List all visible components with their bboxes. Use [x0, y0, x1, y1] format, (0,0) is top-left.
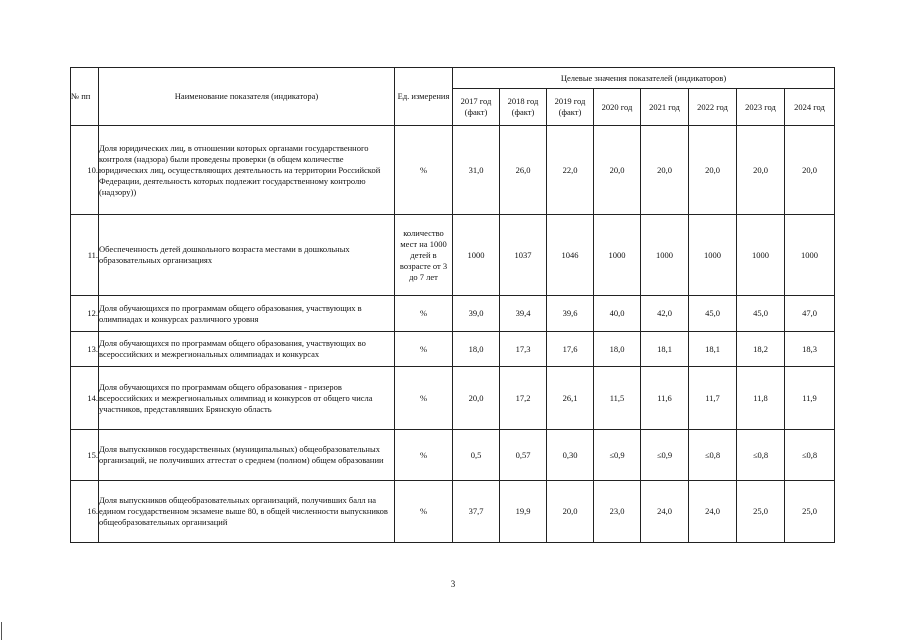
indicator-value: 45,0: [689, 296, 737, 332]
indicator-unit: %: [395, 367, 453, 430]
indicator-value: 24,0: [689, 481, 737, 543]
indicator-value: 47,0: [785, 296, 835, 332]
table-row: [71, 215, 835, 296]
indicator-value: 1000: [641, 215, 689, 296]
row-number: 12.: [71, 296, 99, 332]
column-header-year: 2023 год: [737, 89, 785, 126]
indicator-value: 1000: [594, 215, 641, 296]
indicator-value: 20,0: [547, 481, 594, 543]
indicator-value: 20,0: [594, 126, 641, 215]
indicator-value: 11,7: [689, 367, 737, 430]
indicator-name: Доля выпускников государственных (муниципальных) общеобразовательных организаций, не получивших аттестат о среднем (полном) общем образовании: [99, 430, 395, 481]
column-header-year: 2019 год (факт): [547, 89, 594, 126]
table-body: [71, 126, 835, 543]
row-number: 11.: [71, 215, 99, 296]
indicator-value: 11,6: [641, 367, 689, 430]
indicator-value: ≤0,8: [785, 430, 835, 481]
indicator-name: Доля обучающихся по программам общего образования - призеров всероссийских и межрегиональных олимпиад и конкурсов от общего числа участников, представлявших Брянскую область: [99, 367, 395, 430]
indicator-value: 40,0: [594, 296, 641, 332]
indicator-value: 17,3: [500, 332, 547, 367]
row-number: 15.: [71, 430, 99, 481]
table-row: [71, 126, 835, 215]
indicator-unit: количество мест на 1000 детей в возрасте от 3 до 7 лет: [395, 215, 453, 296]
indicator-value: 11,8: [737, 367, 785, 430]
column-header-year: 2017 год (факт): [453, 89, 500, 126]
column-header-year: 2022 год: [689, 89, 737, 126]
indicator-name: Доля обучающихся по программам общего образования, участвующих в олимпиадах и конкурсах различного уровня: [99, 296, 395, 332]
indicator-value: 20,0: [641, 126, 689, 215]
indicators-table: [70, 67, 835, 543]
indicator-value: 22,0: [547, 126, 594, 215]
indicator-name: Обеспеченность детей дошкольного возраста местами в дошкольных образовательных организациях: [99, 215, 395, 296]
indicator-value: ≤0,9: [641, 430, 689, 481]
row-number: 10.: [71, 126, 99, 215]
column-header-num: № пп: [71, 68, 99, 126]
column-header-year: 2024 год: [785, 89, 835, 126]
scan-edge-mark: [1, 622, 2, 640]
indicator-unit: %: [395, 481, 453, 543]
indicator-value: 1000: [737, 215, 785, 296]
indicator-name: Доля юридических лиц, в отношении которых органами государственного контроля (надзора) были проведены проверки (в общем количестве юридических лиц, осуществляющих деятельность на территории Российской Федерации, деятельность которых подлежит государственному контролю (надзору)): [99, 126, 395, 215]
table-row: [71, 481, 835, 543]
indicator-value: 18,1: [641, 332, 689, 367]
indicator-value: 11,5: [594, 367, 641, 430]
indicator-value: 39,0: [453, 296, 500, 332]
column-header-name: Наименование показателя (индикатора): [99, 68, 395, 126]
indicator-unit: %: [395, 126, 453, 215]
column-header-year: 2020 год: [594, 89, 641, 126]
indicator-value: 18,3: [785, 332, 835, 367]
column-header-target-values: Целевые значения показателей (индикаторов): [453, 68, 835, 89]
indicator-unit: %: [395, 296, 453, 332]
indicator-name: Доля выпускников общеобразовательных организаций, получивших балл на едином государственном экзамене выше 80, в общей численности выпускников общеобразовательных организаций: [99, 481, 395, 543]
indicator-value: 1000: [453, 215, 500, 296]
indicator-value: 20,0: [453, 367, 500, 430]
indicator-value: 42,0: [641, 296, 689, 332]
indicator-value: 24,0: [641, 481, 689, 543]
indicator-value: 20,0: [737, 126, 785, 215]
indicator-value: 20,0: [785, 126, 835, 215]
column-header-year: 2021 год: [641, 89, 689, 126]
indicator-value: ≤0,9: [594, 430, 641, 481]
indicator-value: 18,1: [689, 332, 737, 367]
indicator-value: 26,1: [547, 367, 594, 430]
indicator-value: 1000: [785, 215, 835, 296]
table-row: [71, 367, 835, 430]
indicator-value: 1046: [547, 215, 594, 296]
header-row: [71, 68, 835, 89]
indicator-value: 26,0: [500, 126, 547, 215]
indicator-value: 31,0: [453, 126, 500, 215]
indicator-unit: %: [395, 430, 453, 481]
indicator-name: Доля обучающихся по программам общего образования, участвующих во всероссийских и межрегиональных олимпиадах и конкурсах: [99, 332, 395, 367]
indicator-value: 17,2: [500, 367, 547, 430]
indicator-value: 25,0: [785, 481, 835, 543]
indicator-value: 1000: [689, 215, 737, 296]
table-row: [71, 332, 835, 367]
indicator-value: 25,0: [737, 481, 785, 543]
indicator-value: 17,6: [547, 332, 594, 367]
indicator-value: 23,0: [594, 481, 641, 543]
column-header-unit: Ед. измерения: [395, 68, 453, 126]
indicator-value: 37,7: [453, 481, 500, 543]
row-number: 14.: [71, 367, 99, 430]
page-number: 3: [450, 579, 456, 589]
indicator-value: 0,30: [547, 430, 594, 481]
indicator-value: 18,0: [594, 332, 641, 367]
table-row: [71, 296, 835, 332]
indicator-value: 11,9: [785, 367, 835, 430]
indicator-value: ≤0,8: [737, 430, 785, 481]
table-row: [71, 430, 835, 481]
indicator-value: 39,4: [500, 296, 547, 332]
row-number: 13.: [71, 332, 99, 367]
indicator-value: 0,57: [500, 430, 547, 481]
indicator-unit: %: [395, 332, 453, 367]
indicator-value: 45,0: [737, 296, 785, 332]
indicator-value: 18,0: [453, 332, 500, 367]
column-header-year: 2018 год (факт): [500, 89, 547, 126]
indicator-value: ≤0,8: [689, 430, 737, 481]
row-number: 16.: [71, 481, 99, 543]
indicator-value: 20,0: [689, 126, 737, 215]
indicator-value: 18,2: [737, 332, 785, 367]
indicator-value: 39,6: [547, 296, 594, 332]
indicator-value: 19,9: [500, 481, 547, 543]
indicator-value: 0,5: [453, 430, 500, 481]
indicator-value: 1037: [500, 215, 547, 296]
